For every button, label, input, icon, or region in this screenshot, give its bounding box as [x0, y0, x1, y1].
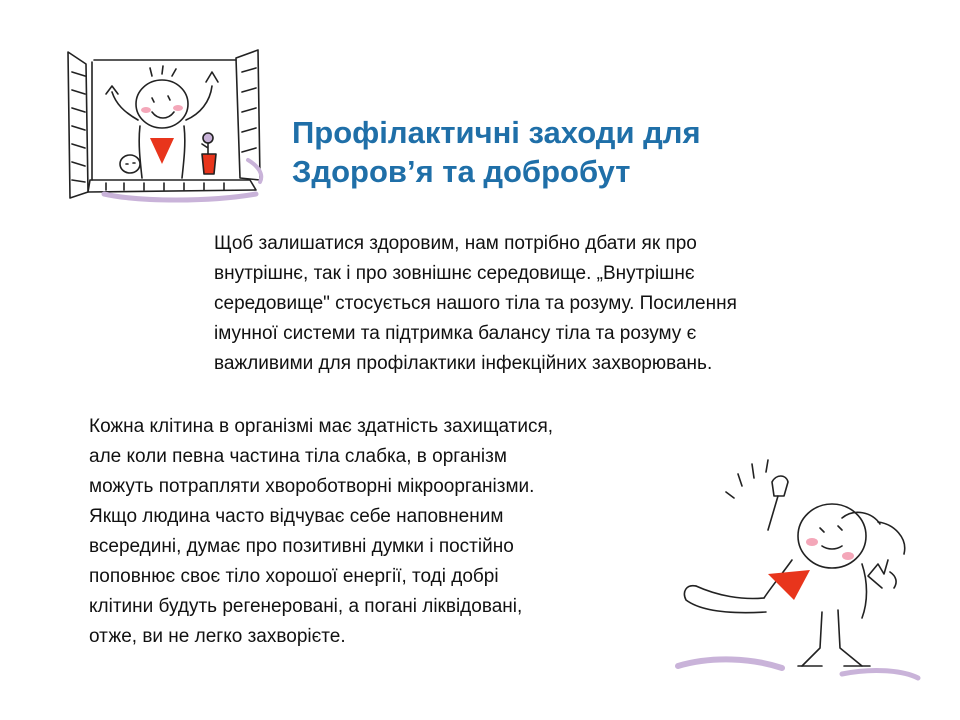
- paragraph-1-line: середовище" стосується нашого тіла та розуму. Посилення: [214, 293, 737, 314]
- paragraph-2-line: можуть потрапляти хвороботворні мікроорганізми.: [89, 476, 535, 497]
- paragraph-2-line: Якщо людина часто відчуває себе наповненим: [89, 506, 504, 527]
- slide-title: [292, 113, 912, 191]
- paragraph-inner-environment: [214, 229, 914, 379]
- person-at-window-illustration: [60, 42, 280, 204]
- paragraph-1-line: імунної системи та підтримка балансу тіла та розуму є: [214, 323, 697, 344]
- title-line-1: Профілактичні заходи для: [292, 115, 701, 150]
- paragraph-2-line: всередині, думає про позитивні думки і постійно: [89, 536, 514, 557]
- paragraph-2-line: але коли певна частина тіла слабка, в організм: [89, 446, 507, 467]
- paragraph-2-line: поповнює своє тіло хорошої енергії, тоді добрі: [89, 566, 499, 587]
- paragraph-2-line: отже, ви не легко захворієте.: [89, 626, 346, 647]
- title-line-2: Здоров’я та добробут: [292, 154, 631, 189]
- paragraph-2-line: Кожна клітина в організмі має здатність захищатися,: [89, 416, 554, 437]
- person-kicking-illustration: [672, 452, 922, 690]
- paragraph-1-line: внутрішнє, так і про зовнішнє середовище. „Внутрішнє: [214, 263, 695, 284]
- paragraph-1-line: важливими для профілактики інфекційних захворювань.: [214, 353, 713, 374]
- paragraph-1-line: Щоб залишатися здоровим, нам потрібно дбати як про: [214, 233, 697, 254]
- paragraph-2-line: клітини будуть регенеровані, а погані ліквідовані,: [89, 596, 523, 617]
- paragraph-cell-defense: [89, 412, 689, 652]
